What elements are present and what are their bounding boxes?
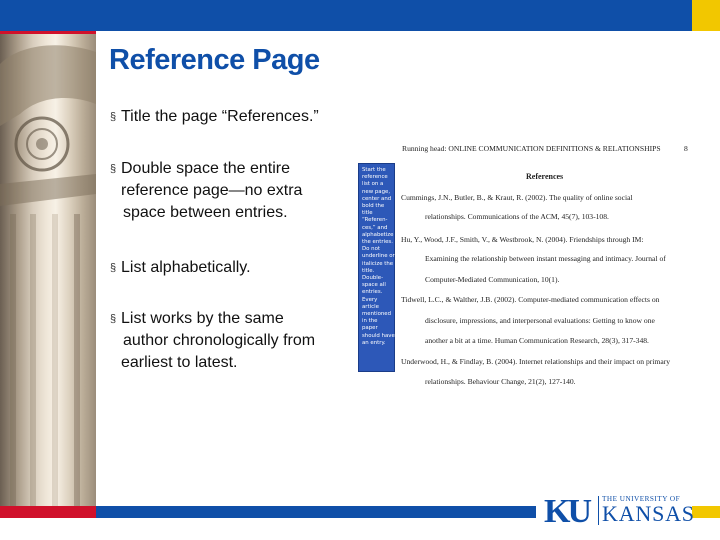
- bullet-text: reference page—no extra: [121, 182, 303, 199]
- reference-line: another a bit at a time. Human Communication Research, 28(3), 317-348.: [425, 336, 649, 345]
- reference-sidebar-note: [358, 163, 395, 372]
- bullet-text: Double space the entire: [121, 160, 290, 177]
- sidebar-note-line: reference: [362, 174, 388, 181]
- sidebar-note-line: underline or: [362, 253, 395, 260]
- logo-divider: [598, 496, 599, 525]
- column-capital-image: [0, 34, 96, 506]
- sidebar-note-line: alphabetize: [362, 231, 394, 238]
- sidebar-note-line: entries.: [362, 289, 383, 296]
- bullet-text: Title the page “References.”: [121, 108, 319, 125]
- bottom-banner: [96, 506, 536, 518]
- sidebar-note-line: ces,” and: [362, 224, 388, 231]
- sidebar-note-line: article: [362, 303, 379, 310]
- bullet-text: space between entries.: [123, 204, 288, 221]
- reference-line: Examining the relationship between instant messaging and intimacy. Journal of: [425, 254, 666, 263]
- bullet-item: [110, 308, 315, 374]
- sidebar-note-line: Do not: [362, 246, 380, 253]
- page-number: 8: [684, 144, 688, 153]
- bullet-item: [110, 106, 319, 128]
- bottom-accent-red: [0, 506, 96, 518]
- bullet-text: List alphabetically.: [121, 259, 251, 276]
- bullet-text: earliest to latest.: [121, 354, 238, 371]
- logo-name: KANSAS: [602, 501, 695, 526]
- sidebar-note-line: an entry.: [362, 339, 386, 346]
- reference-line: Tidwell, L.C., & Walther, J.B. (2002). Computer-mediated communication effects on: [401, 295, 660, 304]
- logo-tagline: THE UNIVERSITY OF: [602, 495, 681, 503]
- sidebar-note-line: bold the: [362, 203, 385, 210]
- sidebar-note-line: Every: [362, 296, 378, 303]
- sidebar-note-line: mentioned: [362, 311, 392, 318]
- sidebar-note-line: “Referen-: [362, 217, 388, 224]
- bullet-text: List works by the same: [121, 310, 284, 327]
- sidebar-note-line: paper: [362, 325, 378, 332]
- bullet-item: [110, 257, 251, 279]
- reference-line: Computer-Mediated Communication, 10(1).: [425, 275, 560, 284]
- reference-line: disclosure, impressions, and interpersonal evaluations: Getting to know one: [425, 316, 655, 325]
- bullet-marker: §: [110, 262, 117, 274]
- bullet-marker: §: [110, 313, 117, 325]
- top-banner: [0, 0, 720, 31]
- bullet-marker: §: [110, 163, 117, 175]
- sidebar-note-text: [362, 167, 395, 347]
- bottom-accent-yellow: [692, 506, 720, 518]
- reference-line: relationships. Behaviour Change, 21(2), 127-140.: [425, 377, 576, 386]
- sidebar-note-line: italicize the: [362, 260, 394, 267]
- top-accent-yellow: [692, 0, 720, 31]
- reference-line: Underwood, H., & Findlay, B. (2004). Internet relationships and their impact on primary: [401, 357, 671, 366]
- running-head: Running head: ONLINE COMMUNICATION DEFINITIONS & RELATIONSHIPS: [402, 144, 661, 153]
- sidebar-note-line: title.: [362, 267, 375, 274]
- sidebar-note-line: should have: [362, 332, 395, 339]
- slide-title: Reference Page: [109, 44, 320, 76]
- bullet-text: author chronologically from: [123, 332, 316, 349]
- sidebar-note-line: center and: [362, 195, 392, 202]
- logo-mark: KU: [544, 493, 589, 530]
- bullet-marker: §: [110, 111, 117, 123]
- sidebar-note-line: Double-: [362, 275, 384, 282]
- reference-line: Hu, Y., Wood, J.F., Smith, V., & Westbrook, N. (2004). Friendships through IM:: [401, 235, 644, 244]
- sidebar-note-line: new page,: [362, 188, 391, 195]
- bullet-item: [110, 158, 302, 224]
- reference-line: relationships. Communications of the ACM, 45(7), 103-108.: [425, 212, 609, 221]
- references-heading: References: [526, 172, 564, 181]
- sidebar-note-line: the entries.: [362, 239, 393, 246]
- sidebar-note-line: list on a: [362, 181, 384, 188]
- sidebar-note-line: title: [362, 210, 373, 217]
- sidebar-note-line: in the: [362, 318, 378, 325]
- reference-line: Cummings, J.N., Butler, B., & Kraut, R. (2002). The quality of online social: [401, 193, 633, 202]
- sidebar-note-line: space all: [362, 282, 386, 289]
- sidebar-note-line: Start the: [362, 167, 386, 173]
